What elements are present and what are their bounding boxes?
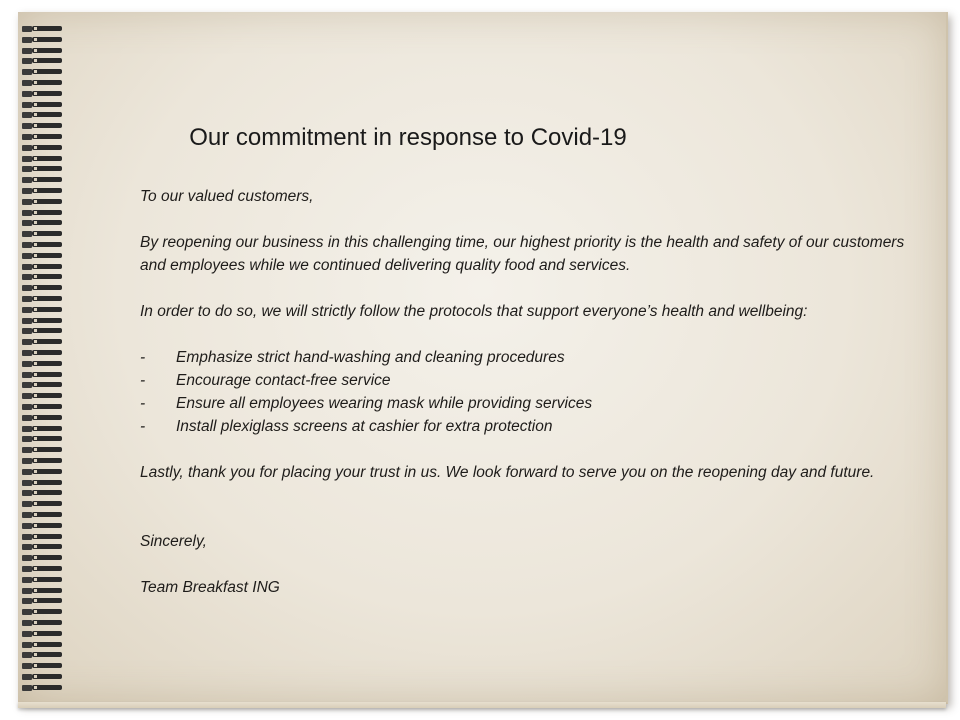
bullet-marker: - [140, 395, 146, 412]
greeting: To our valued customers, [140, 188, 314, 205]
spiral-ring [22, 382, 62, 389]
spiral-ring [22, 58, 62, 65]
spiral-ring [22, 480, 62, 487]
spiral-ring [22, 534, 62, 541]
spiral-ring [22, 177, 62, 184]
spiral-ring [22, 663, 62, 670]
spiral-ring [22, 26, 62, 33]
spiral-ring [22, 523, 62, 530]
spiral-ring [22, 274, 62, 281]
spiral-ring [22, 199, 62, 206]
spiral-ring [22, 566, 62, 573]
list-item-text: Encourage contact-free service [176, 372, 391, 389]
spiral-ring [22, 220, 62, 227]
spiral-ring [22, 328, 62, 335]
list-item-text: Ensure all employees wearing mask while providing services [176, 395, 593, 412]
spiral-ring [22, 642, 62, 649]
spiral-ring [22, 426, 62, 433]
spiral-ring [22, 512, 62, 519]
spiral-ring [22, 123, 62, 130]
list-item-text: Install plexiglass screens at cashier for extra protection [176, 418, 553, 435]
spiral-ring [22, 339, 62, 346]
notebook-page [18, 12, 948, 704]
spiral-ring [22, 80, 62, 87]
spiral-ring [22, 156, 62, 163]
spiral-ring [22, 436, 62, 443]
letter-title: Our commitment in response to Covid-19 [189, 124, 627, 151]
spiral-binding [18, 26, 64, 706]
spiral-ring [22, 609, 62, 616]
spiral-ring [22, 415, 62, 422]
spiral-ring [22, 577, 62, 584]
spiral-ring [22, 652, 62, 659]
signature: Team Breakfast ING [140, 579, 280, 596]
paragraph-protocols: In order to do so, we will strictly follow the protocols that support everyone’s health and wellbeing: [140, 303, 808, 320]
spiral-ring [22, 393, 62, 400]
spiral-ring [22, 685, 62, 692]
spiral-ring [22, 501, 62, 508]
spiral-ring [22, 361, 62, 368]
closing: Sincerely, [140, 533, 207, 550]
spiral-ring [22, 674, 62, 681]
spiral-ring [22, 48, 62, 55]
spiral-ring [22, 145, 62, 152]
spiral-ring [22, 102, 62, 109]
spiral-ring [22, 210, 62, 217]
spiral-ring [22, 112, 62, 119]
spiral-ring [22, 91, 62, 98]
spiral-ring [22, 37, 62, 44]
spiral-ring [22, 350, 62, 357]
spiral-ring [22, 134, 62, 141]
spiral-ring [22, 188, 62, 195]
spiral-ring [22, 458, 62, 465]
spiral-ring [22, 555, 62, 562]
spiral-ring [22, 69, 62, 76]
spiral-ring [22, 490, 62, 497]
spiral-ring [22, 620, 62, 627]
spiral-ring [22, 404, 62, 411]
spiral-ring [22, 242, 62, 249]
paragraph-reopening: By reopening our business in this challenging time, our highest priority is the health and safety of our customers and employees while we continued delivering quality food and services. [140, 234, 905, 274]
spiral-ring [22, 544, 62, 551]
spiral-ring [22, 307, 62, 314]
spiral-ring [22, 285, 62, 292]
spiral-ring [22, 318, 62, 325]
spiral-ring [22, 588, 62, 595]
bullet-marker: - [140, 372, 146, 389]
spiral-ring [22, 469, 62, 476]
spiral-ring [22, 264, 62, 271]
spiral-ring [22, 447, 62, 454]
bullet-marker: - [140, 349, 146, 366]
paragraph-thanks: Lastly, thank you for placing your trust in us. We look forward to serve you on the reopening day and future. [140, 464, 875, 481]
spiral-ring [22, 631, 62, 638]
spiral-ring [22, 598, 62, 605]
spiral-ring [22, 166, 62, 173]
spiral-ring [22, 296, 62, 303]
bullet-marker: - [140, 418, 146, 435]
spiral-ring [22, 253, 62, 260]
spiral-ring [22, 372, 62, 379]
list-item-text: Emphasize strict hand-washing and cleaning procedures [176, 349, 565, 366]
spiral-ring [22, 231, 62, 238]
